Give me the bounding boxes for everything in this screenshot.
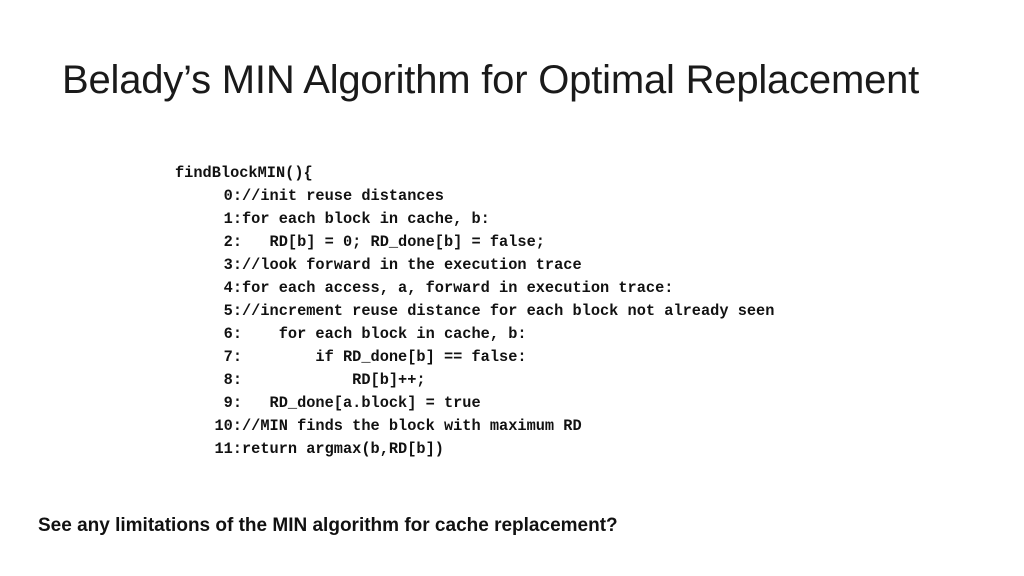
code-line (175, 231, 774, 254)
code-line-number: 4: (223, 279, 242, 297)
discussion-question: See any limitations of the MIN algorithm for cache replacement? (38, 515, 618, 536)
code-line-number: 8: (223, 371, 242, 389)
code-line-number: 3: (223, 256, 242, 274)
code-line-text: RD_done[a.block] = true (242, 394, 481, 412)
code-line-text: RD[b]++; (242, 371, 426, 389)
code-line-number: 7: (223, 348, 242, 366)
code-line (175, 208, 774, 231)
code-function-header: findBlockMIN(){ (175, 164, 313, 182)
code-line-text: for each block in cache, b: (242, 325, 527, 343)
code-line-text: //init reuse distances (242, 187, 444, 205)
code-line-text: return argmax(b,RD[b]) (242, 440, 444, 458)
code-line-number: 10: (214, 417, 242, 435)
code-line (175, 277, 774, 300)
code-line-text: //MIN finds the block with maximum RD (242, 417, 582, 435)
code-line-number: 6: (223, 325, 242, 343)
code-line (175, 346, 774, 369)
code-line (175, 254, 774, 277)
code-line-number: 2: (223, 233, 242, 251)
code-line-text: if RD_done[b] == false: (242, 348, 527, 366)
code-line-text: RD[b] = 0; RD_done[b] = false; (242, 233, 545, 251)
code-line-number: 0: (223, 187, 242, 205)
code-line-number: 5: (223, 302, 242, 320)
code-line-text: //increment reuse distance for each block not already seen (242, 302, 775, 320)
code-line-text: for each block in cache, b: (242, 210, 490, 228)
code-line-number: 9: (223, 394, 242, 412)
code-line (175, 369, 774, 392)
code-line (175, 392, 774, 415)
code-line-number: 11: (214, 440, 242, 458)
code-line-text: //look forward in the execution trace (242, 256, 582, 274)
code-line (175, 300, 774, 323)
code-listing (175, 162, 774, 461)
code-line (175, 185, 774, 208)
code-line (175, 323, 774, 346)
code-line (175, 415, 774, 438)
code-line (175, 438, 774, 461)
code-line-number: 1: (223, 210, 242, 228)
code-line-text: for each access, a, forward in execution trace: (242, 279, 674, 297)
slide-title: Belady’s MIN Algorithm for Optimal Replacement (62, 58, 920, 102)
